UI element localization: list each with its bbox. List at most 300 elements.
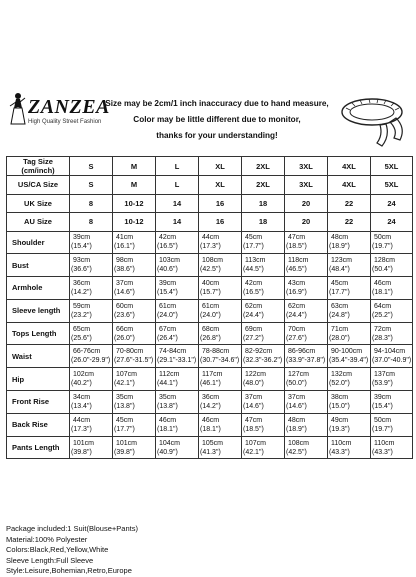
measure-cm: 66cm — [116, 325, 134, 333]
size-cell: L — [156, 157, 199, 176]
measure-cm: 45cm — [245, 234, 263, 242]
measure-cm: 65cm — [73, 325, 91, 333]
measure-inch: (37.0"-40.9") — [372, 357, 412, 365]
notice-line: Color may be little different due to monitor, — [133, 115, 301, 124]
measure-cm: 118cm — [288, 257, 309, 265]
measure-inch: (18.1") — [157, 425, 178, 433]
measure-inch: (16.5") — [243, 288, 264, 296]
measure-cm: 63cm — [331, 302, 349, 310]
measure-inch: (23.6") — [114, 311, 135, 319]
measure-cm: 101cm — [116, 439, 138, 447]
measure-inch: (16.1") — [114, 243, 135, 251]
measure-cm: 132cm — [331, 371, 353, 379]
measure-cm: 107cm — [116, 371, 138, 379]
size-cell: S — [70, 176, 113, 195]
measure-cell — [285, 368, 328, 391]
measure-cell — [328, 299, 371, 322]
fashion-figure-icon — [6, 92, 28, 126]
measure-cm: 71cm — [331, 325, 349, 333]
size-cell: M — [113, 176, 156, 195]
measure-inch: (28.0") — [329, 334, 350, 342]
measure-cell — [371, 322, 413, 345]
measure-cm: 41cm — [116, 234, 134, 242]
measure-cm: 35cm — [116, 393, 134, 401]
measure-inch: (13.4") — [71, 402, 92, 410]
size-cell: 14 — [156, 213, 199, 232]
size-cell: 8 — [70, 213, 113, 232]
size-cell: 24 — [371, 194, 413, 213]
size-cell: 3XL — [285, 157, 328, 176]
measure-cell — [156, 254, 199, 277]
size-cell: L — [156, 176, 199, 195]
size-cell: 10-12 — [113, 213, 156, 232]
measure-cm: 44cm — [73, 416, 91, 424]
measure-cm: 42cm — [245, 279, 263, 287]
measure-inch: (33.9"-37.8") — [286, 357, 326, 365]
measure-inch: (27.6"-31.5") — [114, 357, 154, 365]
measure-inch: (18.9") — [329, 243, 350, 251]
measure-row-label: Front Rise — [7, 391, 70, 414]
measure-cell — [156, 436, 199, 459]
size-table-wrapper — [6, 156, 412, 459]
measure-cell — [328, 436, 371, 459]
measure-cm: 90-100cm — [331, 348, 363, 356]
measure-cell — [113, 322, 156, 345]
measure-inch: (14.6") — [114, 288, 135, 296]
measure-cell — [113, 345, 156, 368]
measure-cell — [285, 413, 328, 436]
measure-cell — [156, 391, 199, 414]
measure-cell — [285, 299, 328, 322]
measure-inch: (18.1") — [200, 425, 221, 433]
measure-cell — [242, 391, 285, 414]
size-row — [7, 176, 413, 195]
measure-cm: 50cm — [374, 234, 392, 242]
measure-inch: (27.6") — [286, 334, 307, 342]
measure-inch: (19.7") — [372, 243, 393, 251]
measure-row — [7, 368, 413, 391]
measure-cm: 47cm — [288, 234, 306, 242]
measure-cm: 107cm — [245, 439, 267, 447]
measure-cm: 59cm — [73, 302, 91, 310]
size-cell: 4XL — [328, 157, 371, 176]
info-line: Sleeve Length:Full Sleeve — [6, 555, 94, 565]
measure-cell — [199, 391, 242, 414]
size-cell: 22 — [328, 213, 371, 232]
measure-cm: 98cm — [116, 257, 134, 265]
measure-cell — [113, 391, 156, 414]
measure-inch: (44.1") — [157, 380, 178, 388]
measure-cell — [156, 413, 199, 436]
measure-inch: (24.4") — [243, 311, 264, 319]
measure-cell — [285, 345, 328, 368]
measure-cell — [113, 277, 156, 300]
measure-cell — [285, 322, 328, 345]
measure-inch: (25.6") — [71, 334, 92, 342]
measure-cm: 45cm — [116, 416, 134, 424]
measure-cell — [328, 322, 371, 345]
measure-cell — [199, 413, 242, 436]
measure-inch: (52.0") — [329, 380, 350, 388]
measure-cm: 82-92cm — [245, 348, 273, 356]
measure-cell — [156, 368, 199, 391]
measure-cell — [328, 391, 371, 414]
size-row-label: UK Size — [7, 194, 70, 213]
measure-row — [7, 299, 413, 322]
measure-cm: 69cm — [245, 325, 263, 333]
measure-inch: (43.3") — [329, 448, 350, 456]
size-cell: 24 — [371, 213, 413, 232]
size-cell: XL — [199, 176, 242, 195]
measure-row — [7, 254, 413, 277]
measure-cm: 123cm — [331, 257, 353, 265]
measure-inch: (24.0") — [157, 311, 178, 319]
brand-logo — [6, 92, 116, 148]
size-row — [7, 157, 413, 176]
measure-cell — [328, 254, 371, 277]
measure-cm: 101cm — [73, 439, 95, 447]
measure-cell — [242, 345, 285, 368]
product-info — [6, 524, 412, 577]
info-line: Style:Leisure,Bohemian,Retro,Europe — [6, 566, 132, 576]
measure-inch: (23.2") — [71, 311, 92, 319]
measure-inch: (24.4") — [286, 311, 307, 319]
measure-inch: (25.2") — [372, 311, 393, 319]
measure-cell — [285, 254, 328, 277]
measure-cm: 105cm — [202, 439, 224, 447]
measure-inch: (39.8") — [71, 448, 92, 456]
measure-inch: (28.3") — [372, 334, 393, 342]
size-table — [6, 156, 413, 459]
measure-inch: (15.0") — [329, 402, 350, 410]
measure-cell — [285, 436, 328, 459]
measure-cm: 49cm — [331, 416, 349, 424]
measure-cell — [285, 231, 328, 254]
measure-cell — [285, 277, 328, 300]
measure-cm: 64cm — [374, 302, 392, 310]
measure-cell — [242, 231, 285, 254]
measure-cm: 86-96cm — [288, 348, 316, 356]
measure-row-label: Sleeve length — [7, 299, 70, 322]
measure-inch: (15.4") — [157, 288, 178, 296]
measure-inch: (17.7") — [114, 425, 135, 433]
measure-cell — [328, 368, 371, 391]
measure-cm: 47cm — [245, 416, 263, 424]
size-cell: 2XL — [242, 176, 285, 195]
size-cell: S — [70, 157, 113, 176]
measure-cm: 66-76cm — [73, 348, 101, 356]
measure-row — [7, 436, 413, 459]
measure-cm: 93cm — [73, 257, 91, 265]
measure-cm: 34cm — [73, 393, 91, 401]
measure-cell — [242, 413, 285, 436]
measure-inch: (14.6") — [243, 402, 264, 410]
measure-cell — [70, 277, 113, 300]
measure-cm: 128cm — [374, 257, 396, 265]
measure-cm: 36cm — [73, 279, 91, 287]
measure-cell — [199, 277, 242, 300]
measure-cell — [156, 231, 199, 254]
measure-cm: 43cm — [288, 279, 306, 287]
measure-row-label: Tops Length — [7, 322, 70, 345]
measure-cm: 48cm — [331, 234, 349, 242]
measure-cell — [70, 299, 113, 322]
measure-cm: 110cm — [374, 439, 395, 447]
measure-inch: (30.7"-34.6") — [200, 357, 240, 365]
measure-cell — [371, 277, 413, 300]
measure-cm: 122cm — [245, 371, 267, 379]
measure-cell — [242, 254, 285, 277]
measure-cell — [113, 436, 156, 459]
measure-cell — [371, 391, 413, 414]
measure-cm: 61cm — [159, 302, 177, 310]
measure-inch: (26.8") — [200, 334, 221, 342]
measure-cell — [156, 277, 199, 300]
measure-row — [7, 277, 413, 300]
measure-cm: 137cm — [374, 371, 396, 379]
measure-cm: 35cm — [159, 393, 177, 401]
measure-inch: (26.0"-29.9") — [71, 357, 111, 365]
measure-cm: 94-104cm — [374, 348, 406, 356]
size-cell: 14 — [156, 194, 199, 213]
measure-cm: 102cm — [73, 371, 95, 379]
measure-cm: 67cm — [159, 325, 177, 333]
measure-cm: 127cm — [288, 371, 310, 379]
measure-cell — [113, 299, 156, 322]
brand-tagline: High Quality Street Fashion — [28, 119, 102, 125]
measure-cm: 60cm — [116, 302, 134, 310]
measure-cm: 110cm — [331, 439, 352, 447]
measure-cm: 68cm — [202, 325, 220, 333]
size-cell: 2XL — [242, 157, 285, 176]
measure-cm: 62cm — [288, 302, 306, 310]
measure-inch: (39.8") — [114, 448, 135, 456]
measure-inch: (16.9") — [286, 288, 307, 296]
measure-inch: (14.2") — [200, 402, 221, 410]
notice-text — [102, 96, 332, 144]
size-cell: 5XL — [371, 157, 413, 176]
measure-inch: (14.2") — [71, 288, 92, 296]
size-cell: 16 — [199, 213, 242, 232]
measure-cm: 113cm — [245, 257, 266, 265]
measure-inch: (40.2") — [71, 380, 92, 388]
measure-inch: (17.3") — [200, 243, 221, 251]
measure-inch: (44.5") — [243, 266, 264, 274]
measure-cell — [371, 254, 413, 277]
measure-cell — [371, 345, 413, 368]
size-cell: 5XL — [371, 176, 413, 195]
measure-cm: 48cm — [288, 416, 306, 424]
measure-cm: 61cm — [202, 302, 220, 310]
measure-cell — [199, 436, 242, 459]
measure-row-label: Armhole — [7, 277, 70, 300]
measure-inch: (13.8") — [157, 402, 178, 410]
measure-inch: (48.4") — [329, 266, 350, 274]
size-cell: XL — [199, 157, 242, 176]
measure-inch: (19.3") — [329, 425, 350, 433]
measure-inch: (38.6") — [114, 266, 135, 274]
measure-cell — [156, 322, 199, 345]
measure-inch: (42.5") — [200, 266, 221, 274]
measure-cm: 70-80cm — [116, 348, 144, 356]
measure-cell — [199, 322, 242, 345]
measure-cell — [242, 322, 285, 345]
measure-inch: (40.9") — [157, 448, 178, 456]
measure-inch: (18.5") — [243, 425, 264, 433]
measure-row-label: Hip — [7, 368, 70, 391]
measure-cm: 72cm — [374, 325, 392, 333]
measure-cm: 46cm — [202, 416, 220, 424]
measure-cell — [156, 299, 199, 322]
measure-inch: (27.2") — [243, 334, 264, 342]
measure-inch: (18.5") — [286, 243, 307, 251]
measure-inch: (17.3") — [71, 425, 92, 433]
measure-cell — [328, 413, 371, 436]
measure-inch: (13.8") — [114, 402, 135, 410]
size-row-label: US/CA Size — [7, 176, 70, 195]
measure-cell — [70, 413, 113, 436]
measure-cell — [328, 231, 371, 254]
measure-inch: (50.0") — [286, 380, 307, 388]
brand-name: ZANZEA — [28, 96, 110, 118]
measure-inch: (46.5") — [286, 266, 307, 274]
measure-cell — [371, 299, 413, 322]
measure-cell — [199, 368, 242, 391]
measure-inch: (53.9") — [372, 380, 393, 388]
measure-cm: 108cm — [202, 257, 224, 265]
measure-cell — [113, 368, 156, 391]
measure-cm: 50cm — [374, 416, 392, 424]
measure-cell — [242, 299, 285, 322]
size-cell: 8 — [70, 194, 113, 213]
measure-cell — [371, 368, 413, 391]
measure-cm: 104cm — [159, 439, 181, 447]
measure-cell — [242, 277, 285, 300]
size-cell: 18 — [242, 213, 285, 232]
measure-cm: 36cm — [202, 393, 220, 401]
measure-row-label: Shoulder — [7, 231, 70, 254]
measure-cm: 39cm — [73, 234, 91, 242]
measure-cell — [328, 345, 371, 368]
measure-row — [7, 391, 413, 414]
measure-cm: 40cm — [202, 279, 220, 287]
size-row-label: Tag Size (cm/inch) — [7, 157, 70, 176]
measure-cm: 46cm — [159, 416, 177, 424]
measure-cell — [242, 436, 285, 459]
measure-cm: 103cm — [159, 257, 181, 265]
measure-inch: (14.6") — [286, 402, 307, 410]
size-cell: 4XL — [328, 176, 371, 195]
measure-cell — [70, 391, 113, 414]
measure-inch: (15.4") — [372, 402, 393, 410]
measure-cm: 108cm — [288, 439, 310, 447]
measure-inch: (36.6") — [71, 266, 92, 274]
measure-inch: (42.1") — [243, 448, 264, 456]
measure-cm: 46cm — [374, 279, 392, 287]
measure-cell — [199, 254, 242, 277]
measure-cell — [70, 254, 113, 277]
size-cell: 22 — [328, 194, 371, 213]
measure-inch: (26.0") — [114, 334, 135, 342]
measure-cm: 45cm — [331, 279, 349, 287]
measure-row — [7, 322, 413, 345]
measure-cell — [113, 231, 156, 254]
measure-inch: (18.1") — [372, 288, 393, 296]
measure-cell — [70, 231, 113, 254]
measure-row — [7, 345, 413, 368]
notice-line: thanks for your understanding! — [156, 131, 278, 140]
measure-cell — [70, 322, 113, 345]
measure-cell — [199, 231, 242, 254]
measure-cell — [199, 299, 242, 322]
measure-cell — [199, 345, 242, 368]
measure-inch: (17.7") — [329, 288, 350, 296]
measure-inch: (26.4") — [157, 334, 178, 342]
measure-row-label: Waist — [7, 345, 70, 368]
measure-cell — [328, 277, 371, 300]
measure-cm: 39cm — [374, 393, 392, 401]
measure-cell — [70, 436, 113, 459]
notice-line: Size may be 2cm/1 inch inaccuracy due to hand measure, — [105, 99, 329, 108]
info-line: Colors:Black,Red,Yellow,White — [6, 545, 109, 555]
measure-inch: (42.1") — [114, 380, 135, 388]
size-row-label: AU Size — [7, 213, 70, 232]
measure-row-label: Pants Length — [7, 436, 70, 459]
measure-cell — [285, 391, 328, 414]
measure-cell — [371, 231, 413, 254]
measure-inch: (16.5") — [157, 243, 178, 251]
measure-inch: (48.0") — [243, 380, 264, 388]
size-cell: 16 — [199, 194, 242, 213]
measure-cell — [113, 254, 156, 277]
size-cell: 20 — [285, 194, 328, 213]
measure-inch: (50.4") — [372, 266, 393, 274]
measure-inch: (35.4"-39.4") — [329, 357, 369, 365]
measure-inch: (29.1"-33.1") — [157, 357, 197, 365]
size-cell: 10-12 — [113, 194, 156, 213]
measure-cm: 74-84cm — [159, 348, 187, 356]
measure-inch: (19.7") — [372, 425, 393, 433]
header — [0, 88, 416, 156]
size-cell: 3XL — [285, 176, 328, 195]
measuring-tape-icon — [336, 88, 412, 152]
info-line: Package included:1 Suit(Blouse+Pants) — [6, 524, 138, 533]
measure-cm: 39cm — [159, 279, 177, 287]
measure-cm: 38cm — [331, 393, 349, 401]
measure-cell — [242, 368, 285, 391]
measure-cm: 117cm — [202, 371, 223, 379]
measure-inch: (42.5") — [286, 448, 307, 456]
measure-cell — [371, 413, 413, 436]
measure-cell — [70, 368, 113, 391]
measure-row-label: Back Rise — [7, 413, 70, 436]
measure-inch: (43.3") — [372, 448, 393, 456]
measure-inch: (17.7") — [243, 243, 264, 251]
measure-inch: (15.7") — [200, 288, 221, 296]
size-cell: 20 — [285, 213, 328, 232]
measure-cell — [70, 345, 113, 368]
measure-cm: 37cm — [245, 393, 263, 401]
measure-cm: 62cm — [245, 302, 263, 310]
size-cell: M — [113, 157, 156, 176]
size-cell: 18 — [242, 194, 285, 213]
info-line: Material:100% Polyester — [6, 534, 88, 544]
measure-inch: (24.0") — [200, 311, 221, 319]
measure-inch: (24.8") — [329, 311, 350, 319]
measure-row-label: Bust — [7, 254, 70, 277]
size-row — [7, 213, 413, 232]
measure-cm: 37cm — [116, 279, 134, 287]
